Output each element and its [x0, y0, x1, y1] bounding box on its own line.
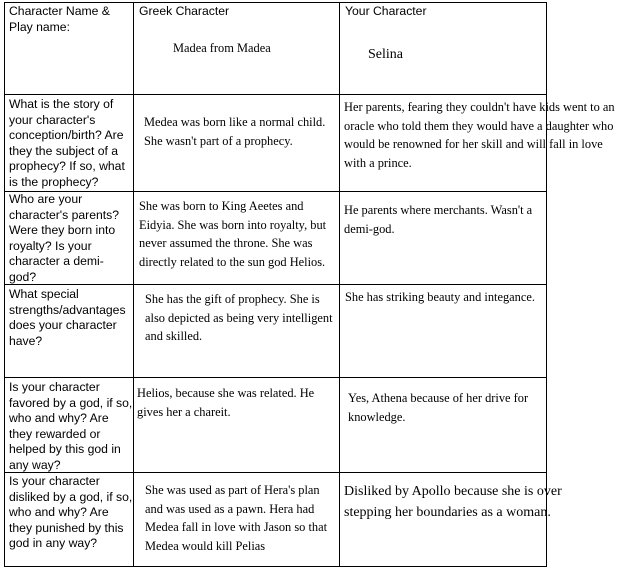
table-border-top — [4, 2, 547, 3]
your-answer-birth: Her parents, fearing they couldn't have kids went to an oracle who told them they would have a daughter who would be renowned for her skill and will fall in love with a prince. — [344, 100, 615, 170]
header-your-character: Your Character — [345, 4, 427, 18]
table-border-bottom — [4, 566, 547, 567]
question-disliked: Is your character disliked by a god, if so, who and why? Are they punished by this god in any way? — [9, 474, 133, 551]
column-divider — [133, 2, 134, 567]
question-parents: Who are your character's parents? Were they born into royalty? Is your character a demi-god? — [9, 192, 120, 284]
greek-answer-strengths: She has the gift of prophecy. She is also depicted as being very intelligent and skilled. — [145, 292, 333, 344]
greek-answer-parents: She was born to King Aeetes and Eidyia. She was born into royalty, but never assumed the throne. She was directly related to the sun god Helios. — [139, 199, 327, 269]
greek-answer-disliked: She was used as part of Hera's plan and was used as a pawn. Hera had Medea fall in love with Jason so that Medea would kill Pelias — [145, 483, 328, 553]
your-character-name: Selina — [368, 47, 403, 62]
your-answer-favored: Yes, Athena because of her drive for knowledge. — [348, 391, 529, 424]
greek-answer-favored: Helios, because she was related. He gives her a chareit. — [137, 386, 315, 419]
question-favored: Is your character favored by a god, if so, who and why? Are they rewarded or helped by this god in any way? — [9, 380, 133, 472]
header-character-name: Character Name & Play name: — [9, 4, 110, 34]
header-greek-character: Greek Character — [139, 4, 230, 18]
row-divider — [4, 377, 547, 378]
table-border-left — [4, 2, 5, 567]
question-strengths: What special strengths/advantages does your character have? — [9, 287, 126, 348]
row-divider — [4, 94, 547, 95]
column-divider — [339, 2, 340, 567]
question-birth: What is the story of your character's conception/birth? Are they the subject of a prophecy? If so, what is the prophecy? — [9, 97, 125, 189]
greek-character-name: Madea from Madea — [173, 41, 271, 55]
greek-answer-birth: Medea was born like a normal child. She wasn't part of a prophecy. — [144, 115, 326, 148]
your-answer-strengths: She has striking beauty and integance. — [345, 290, 535, 304]
your-answer-parents: He parents where merchants. Wasn't a demi-god. — [344, 203, 533, 236]
your-answer-disliked: Disliked by Apollo because she is over stepping her boundaries as a woman. — [344, 484, 562, 520]
